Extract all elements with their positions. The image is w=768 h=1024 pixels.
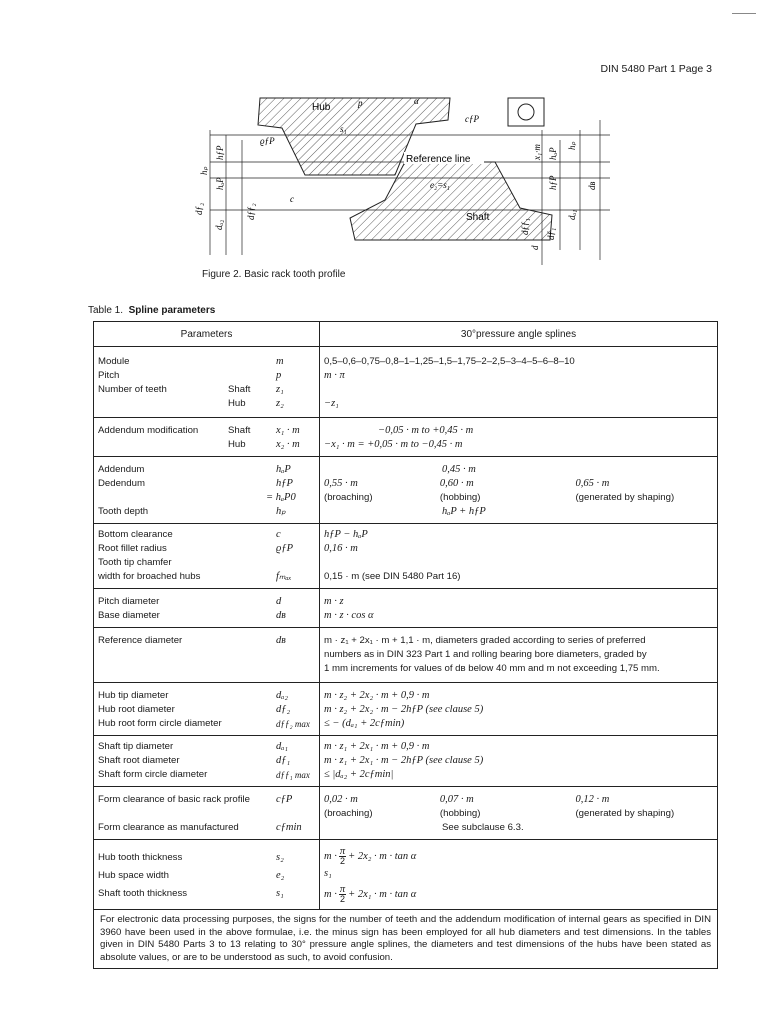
- label-c: c: [290, 194, 294, 204]
- label-hfp: hƒP: [215, 145, 225, 160]
- label-hub: Hub: [312, 102, 331, 113]
- label-d: d: [530, 245, 540, 250]
- table-note-row: [94, 910, 718, 969]
- label-reference-line: Reference line: [406, 154, 471, 165]
- table-row: Hub tooth thickness s₂ Hub space width e₂ Shaft tooth thickness s₁ m · $\frac{\pi}{2}$ + 2x₂ · m · tan α s₁ m · $\frac{\pi}{2}$ + 2x₁ · m · tan α: [94, 840, 718, 910]
- table-row: Reference diameter dʙ m · z₁ + 2x₁ · m + 1,1 · m, diameters graded according to series of preferred numbers as in DIN 323 Part 1 and rolling bearing bore diameters, graded by 1 mm increments for values of dʙ below 40 mm and m not exceeding 1,75 mm.: [94, 628, 718, 683]
- label-dff1: dƒƒ₁: [520, 218, 530, 235]
- label-df1: dƒ₁: [546, 227, 556, 240]
- label-cfp: cƒP: [465, 114, 479, 124]
- bearing-symbol: [508, 98, 544, 126]
- table-footnote: For electronic data processing purposes, the signs for the number of teeth and the addendum modification of internal gears as specified in DIN 3960 have been used in the above formulae, i.e. the minus sign has been employed for all hub diameters and test dimensions. In the tables given in DIN 5480 Parts 3 to 13 relating to 30° pressure angle splines, the diameters and test dimensions of the hubs have been stated as absolute values, or are to be understood as such, to avoid confusion.: [94, 910, 718, 969]
- table-row: Bottom clearance c Root fillet radius ϱƒP Tooth tip chamfer width for broached hubs fₘₐₓ hƒP − hₐP 0,16 · m 0,15 · m (see DIN 5480 Part 16): [94, 524, 718, 589]
- header-parameters: Parameters: [94, 322, 320, 347]
- label-x1m: x₁·m: [532, 144, 542, 160]
- scan-edge-line: [732, 13, 756, 14]
- table-row: Form clearance of basic rack profile cƒP Form clearance as manufactured cƒmin 0,02 · m 0,07 · m 0,12 · m (broaching) (hobbing) (generated by shaping) See subclause 6.3.: [94, 787, 718, 840]
- label-s1: s₁: [340, 124, 347, 134]
- label-hap-r: hₐP: [548, 147, 558, 160]
- figure-caption: Figure 2. Basic rack tooth profile: [202, 269, 346, 280]
- label-shaft: Shaft: [466, 212, 490, 223]
- table-row: Pitch diameter d Base diameter dʙ m · z m · z · cos α: [94, 589, 718, 628]
- header-splines: 30°pressure angle splines: [320, 322, 718, 347]
- table-row: Module m Pitch p Number of teeth Shaft z₁ Hub z₂ 0,5–0,6–0,75–0,8–1–1,25–1,5–1,75–2–2,5–3–4–5–6–8–10 m · π −z₁: [94, 347, 718, 418]
- label-hfp-r: hƒP: [548, 175, 558, 190]
- page-header: DIN 5480 Part 1 Page 3: [600, 63, 712, 75]
- label-alpha: α: [414, 96, 419, 106]
- rack-profile-figure: [190, 90, 620, 265]
- label-dB: dʙ: [587, 181, 597, 190]
- table-row: Addendum hₐP Dedendum hƒP = hₐP0 Tooth depth hₚ 0,45 · m 0,55 · m 0,60 · m 0,65 · m (broaching) (hobbing) (generated by shaping) hₐP + hƒP: [94, 457, 718, 524]
- label-dff2: dƒƒ₂: [246, 203, 256, 220]
- label-hp-r: hₚ: [567, 141, 577, 150]
- table-row: Hub tip diameter dₐ₂ Hub root diameter dƒ₂ Hub root form circle diameter dƒƒ₂ max m · z₂ + 2x₂ · m + 0,9 · m m · z₂ + 2x₂ · m − 2hƒP (see clause 5) ≤ − (dₐ₁ + 2cƒmin): [94, 683, 718, 736]
- label-da2: dₐ₂: [214, 219, 224, 230]
- table-row: Addendum modification Shaft x₁ · m Hub x₂ · m −0,05 · m to +0,45 · m −x₁ · m = +0,05 · m to −0,45 · m: [94, 418, 718, 457]
- table-header-row: [94, 322, 718, 347]
- label-p: p: [358, 98, 363, 108]
- table-row: Shaft tip diameter dₐ₁ Shaft root diameter dƒ₁ Shaft form circle diameter dƒƒ₁ max m · z₁ + 2x₁ · m + 0,9 · m m · z₁ + 2x₁ · m − 2hƒP (see clause 5) ≤ |dₐ₂ + 2cƒmin|: [94, 736, 718, 787]
- label-da1: dₐ₁: [567, 209, 577, 220]
- label-rho: ϱƒP: [260, 136, 275, 146]
- label-hp: hₚ: [199, 166, 209, 175]
- spline-parameters-table: [93, 321, 718, 969]
- table-title: Table 1. Spline parameters: [88, 305, 216, 316]
- label-df2: dƒ₂: [194, 202, 204, 215]
- label-e2s1: e₂=s₁: [430, 180, 450, 190]
- label-hap: hₐP: [215, 177, 225, 190]
